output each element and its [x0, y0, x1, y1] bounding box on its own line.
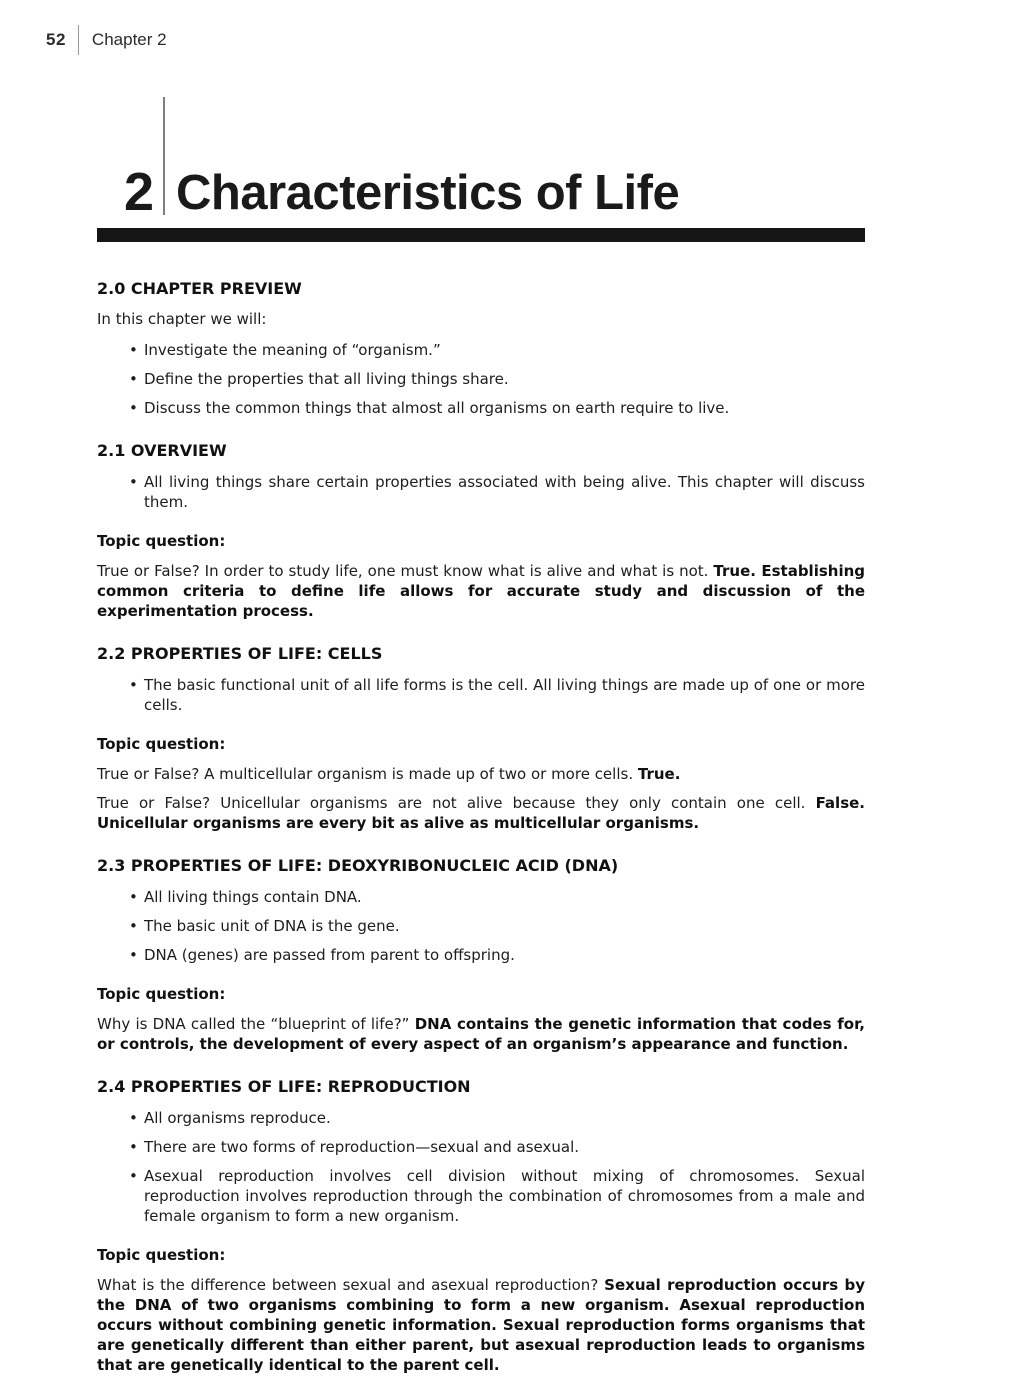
question-text: True or False? Unicellular organisms are not alive because they only contain one cell. — [97, 794, 816, 812]
answer-text: False. Unicellular organisms are every bit as alive as multicellular organisms. — [97, 794, 865, 832]
running-head — [46, 25, 1024, 55]
section-heading: 2.4 PROPERTIES OF LIFE: REPRODUCTION — [97, 1077, 471, 1096]
bullet-item: • All living things contain DNA. — [97, 887, 865, 907]
topic-question-paragraph — [97, 764, 865, 784]
page-number: 52 — [46, 30, 66, 49]
bullet-item: • All living things share certain properties associated with being alive. This chapter will discuss them. — [97, 472, 865, 512]
topic-question-label: Topic question: — [97, 985, 226, 1003]
bullet-item: • Discuss the common things that almost all organisms on earth require to live. — [97, 398, 865, 418]
section-overview — [97, 441, 865, 621]
section-heading: 2.1 OVERVIEW — [97, 441, 227, 460]
section-heading: 2.3 PROPERTIES OF LIFE: DEOXYRIBONUCLEIC ACID (DNA) — [97, 856, 619, 875]
chapter-title-bar — [97, 228, 865, 242]
section-heading: 2.0 CHAPTER PREVIEW — [97, 279, 302, 298]
topic-question-label: Topic question: — [97, 1246, 226, 1264]
section-heading: 2.2 PROPERTIES OF LIFE: CELLS — [97, 644, 383, 663]
bullet-list — [97, 340, 865, 418]
section-dna — [97, 856, 865, 1054]
chapter-title-block — [124, 97, 1024, 222]
chapter-title-rule — [163, 97, 165, 215]
question-text: Why is DNA called the “blueprint of life?” — [97, 1015, 415, 1033]
topic-question-paragraph — [97, 561, 865, 621]
question-text: What is the difference between sexual and asexual reproduction? — [97, 1276, 605, 1294]
page-content — [97, 279, 865, 1375]
answer-text: Sexual reproduction occurs by the DNA of two organisms combining to form a new organism. Asexual reproduction occurs without combining genetic information. Sexual reproduction forms organisms that are genetically different than either parent, but asexual reproduction leads to organisms that are genetically identical to the parent cell. — [97, 1276, 866, 1374]
bullet-item: • The basic functional unit of all life forms is the cell. All living things are made up of one or more cells. — [97, 675, 865, 715]
bullet-item: • Define the properties that all living things share. — [97, 369, 865, 389]
topic-question-paragraph — [97, 793, 865, 833]
bullet-item: • There are two forms of reproduction—sexual and asexual. — [97, 1137, 865, 1157]
answer-text: True. Establishing common criteria to define life allows for accurate study and discussion of the experimentation process. — [97, 562, 865, 620]
topic-question-paragraph — [97, 1014, 865, 1054]
topic-question-label: Topic question: — [97, 532, 226, 550]
chapter-number: 2 — [124, 161, 155, 222]
bullet-list — [97, 887, 865, 965]
bullet-item: • All organisms reproduce. — [97, 1108, 865, 1128]
bullet-item: • The basic unit of DNA is the gene. — [97, 916, 865, 936]
bullet-item: • DNA (genes) are passed from parent to offspring. — [97, 945, 865, 965]
section-intro: In this chapter we will: — [97, 310, 267, 328]
topic-question-paragraph — [97, 1275, 865, 1375]
section-cells — [97, 644, 865, 833]
answer-text: DNA contains the genetic information that codes for, or controls, the development of every aspect of an organism’s appearance and function. — [97, 1015, 865, 1053]
topic-question-label: Topic question: — [97, 735, 226, 753]
question-text: True or False? A multicellular organism is made up of two or more cells. — [97, 765, 638, 783]
section-chapter-preview — [97, 279, 865, 418]
bullet-list — [97, 675, 865, 715]
bullet-list — [97, 472, 865, 512]
bullet-list — [97, 1108, 865, 1226]
bullet-item: • Asexual reproduction involves cell division without mixing of chromosomes. Sexual reproduction involves reproduction through the combination of chromosomes from a male and female organism to form a new organism. — [97, 1166, 865, 1226]
question-text: True or False? In order to study life, one must know what is alive and what is not. — [97, 562, 714, 580]
running-head-chapter-label: Chapter 2 — [91, 30, 167, 49]
chapter-title: Characteristics of Life — [176, 165, 680, 220]
section-reproduction — [97, 1077, 865, 1375]
running-head-divider — [78, 25, 79, 55]
answer-text: True. — [637, 765, 681, 783]
bullet-item: • Investigate the meaning of “organism.” — [97, 340, 865, 360]
